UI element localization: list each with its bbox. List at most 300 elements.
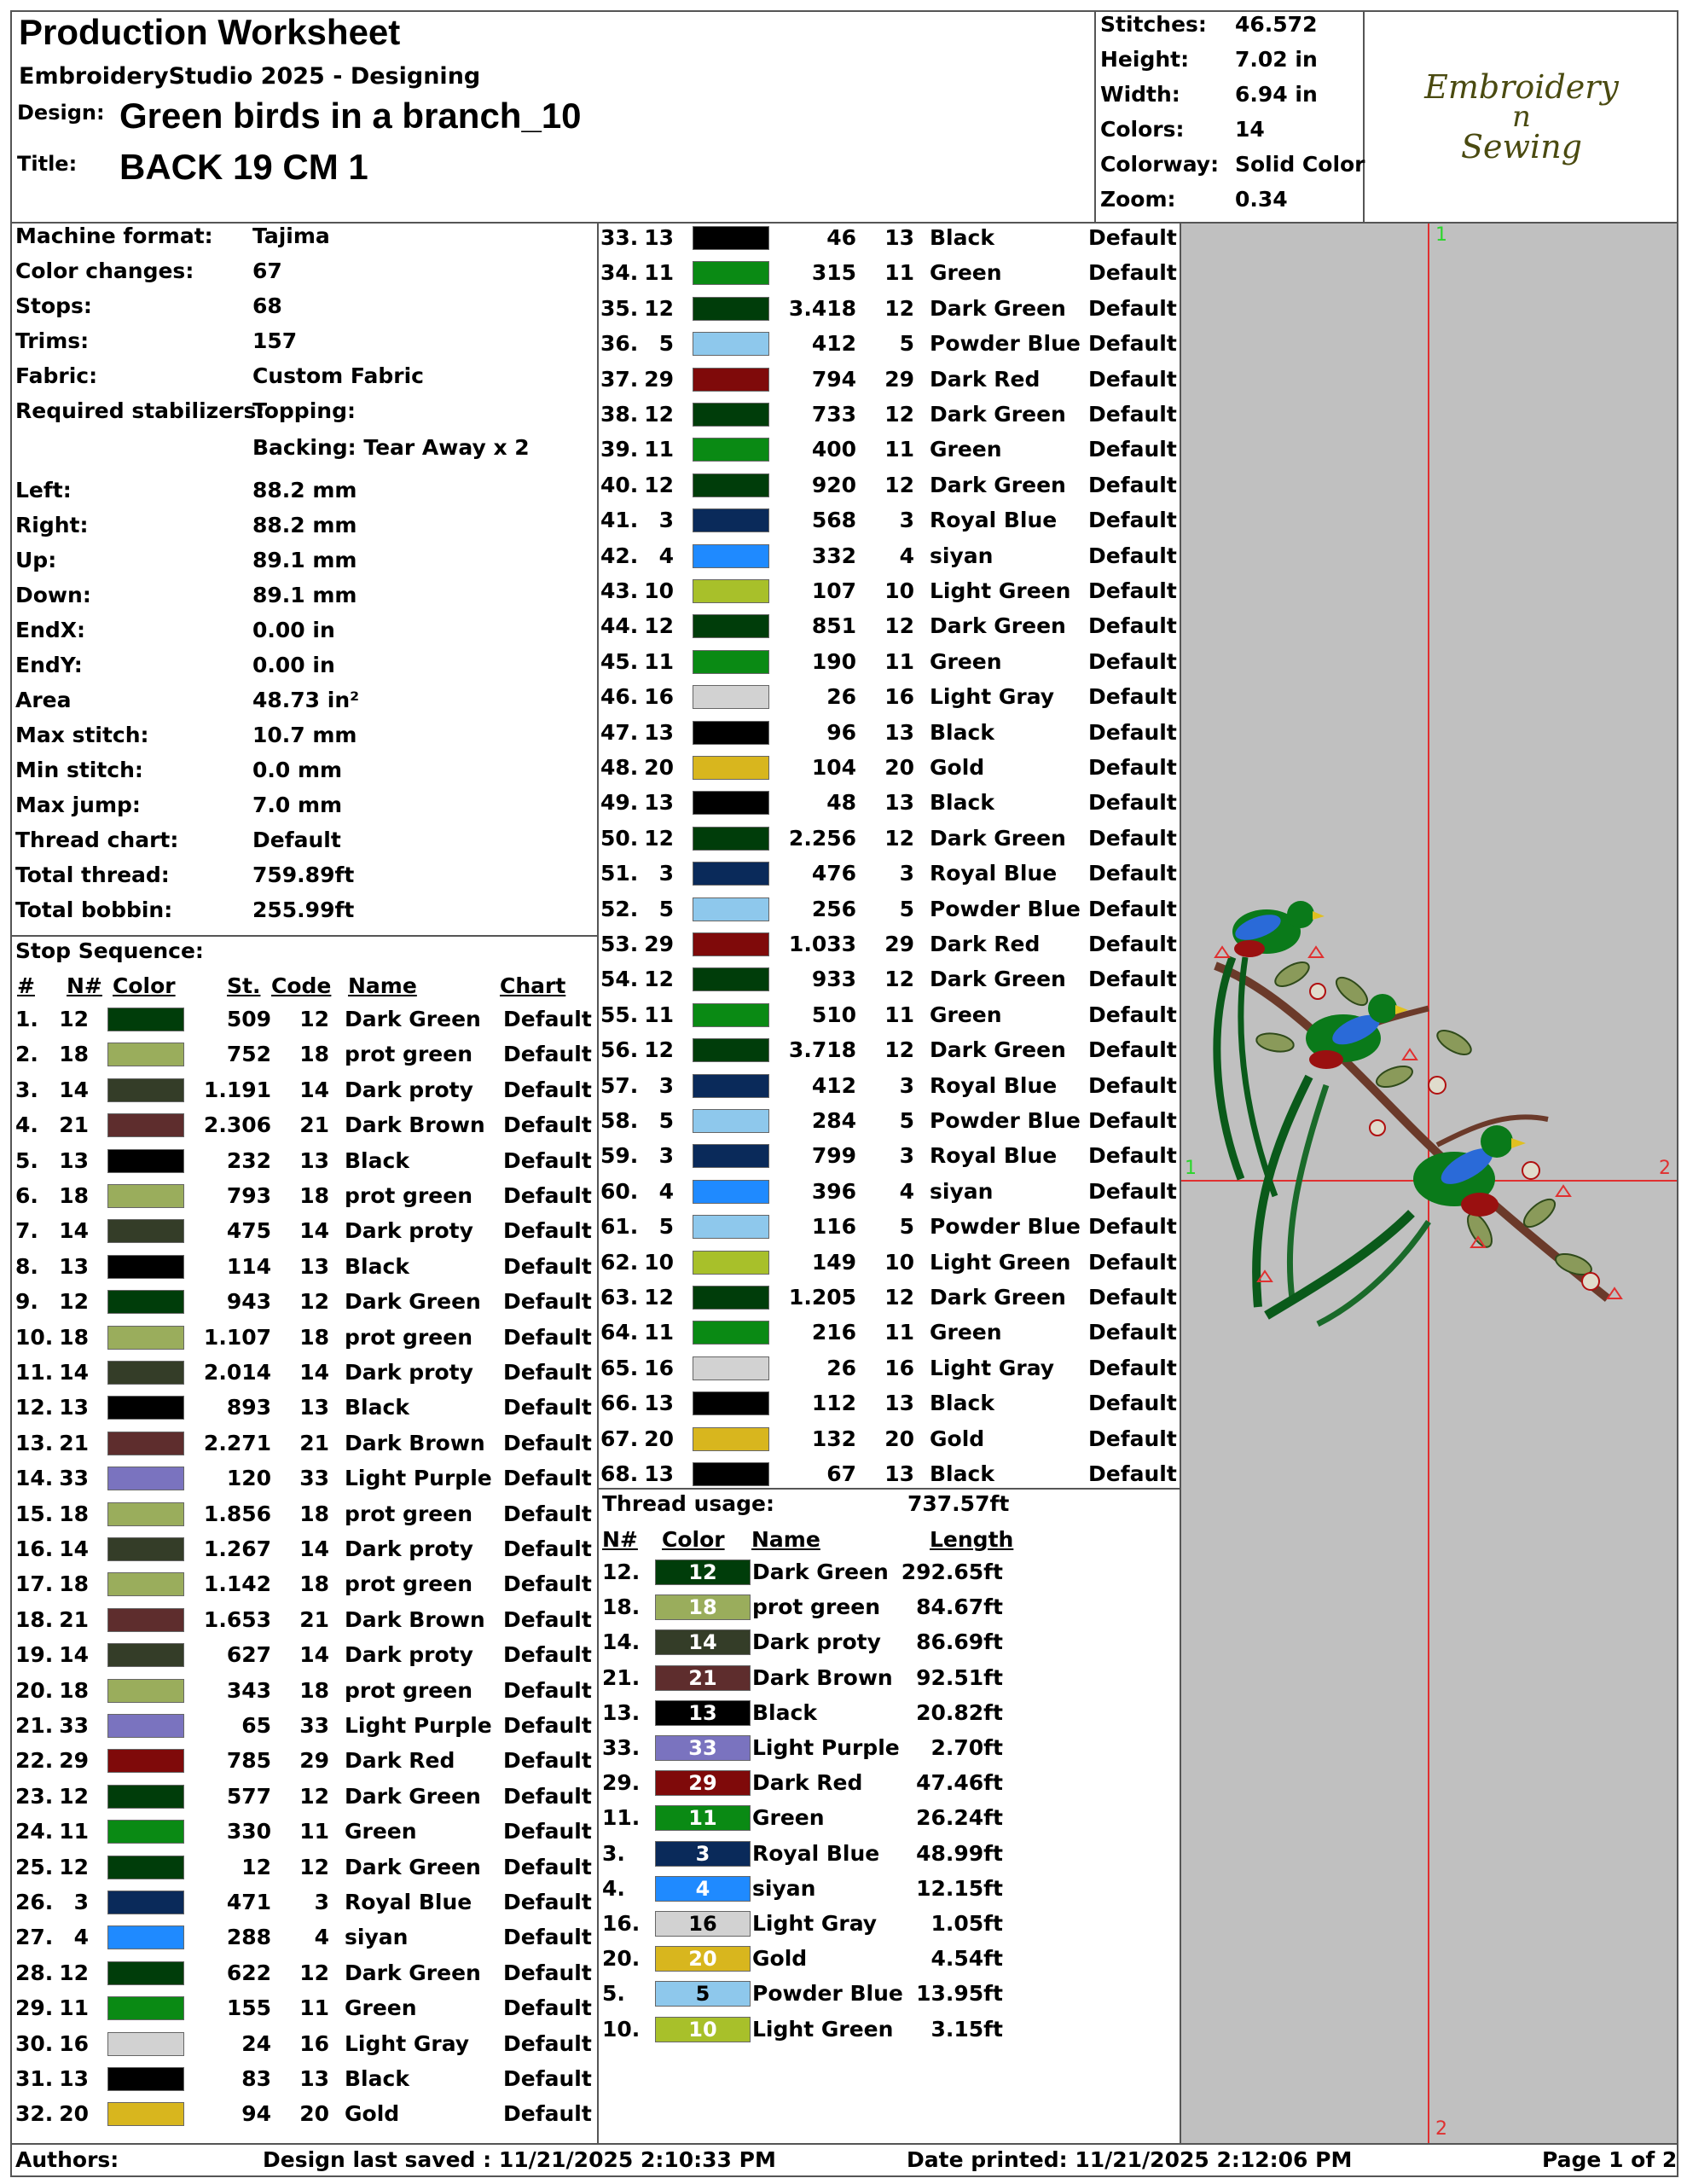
color-swatch [655, 1841, 751, 1867]
color-swatch [655, 1735, 751, 1761]
stop-index: 24. [15, 1819, 54, 1844]
stop-number: 12 [59, 1007, 89, 1031]
color-swatch [693, 932, 769, 956]
color-swatch [693, 261, 769, 285]
info-value: Default [252, 828, 341, 852]
stitch-count: 577 [226, 1783, 271, 1809]
thread-name: Light Green [930, 578, 1071, 603]
color-swatch [107, 1219, 184, 1243]
stitch-count: 851 [811, 613, 856, 639]
info-row [15, 618, 595, 647]
stitch-count: 933 [811, 967, 856, 992]
thread-chart: Default [1088, 260, 1177, 286]
tu-number: 10. [602, 2016, 641, 2042]
thread-chart: Default [503, 1360, 592, 1385]
stitch-count: 785 [226, 1748, 271, 1774]
color-swatch [693, 967, 769, 991]
thread-name: Black [930, 719, 994, 745]
stop-index: 34. [600, 260, 639, 286]
stop-marker [1215, 947, 1229, 957]
stop-row [600, 790, 1180, 819]
stop-marker [1608, 1288, 1621, 1298]
swatch-code: 14 [688, 1630, 717, 1655]
info-row [15, 723, 595, 752]
stitch-count: 83 [241, 2066, 271, 2091]
stitch-count: 622 [226, 1960, 271, 1985]
stop-index: 25. [15, 1854, 54, 1879]
thread-name: Royal Blue [930, 1072, 1058, 1098]
stop-number: 18 [59, 1183, 89, 1208]
stop-row [15, 2031, 595, 2060]
bird-2-belly [1309, 1050, 1343, 1069]
thread-name: Light Gray [930, 684, 1055, 710]
thread-code: 13 [299, 1253, 329, 1279]
stitch-count: 510 [811, 1002, 856, 1027]
info-label: Required stabilizers: [15, 398, 265, 423]
stop-number: 5 [658, 896, 674, 921]
stop-number: 14 [59, 1360, 89, 1385]
color-swatch [655, 1876, 751, 1902]
thread-chart: Default [1088, 896, 1177, 921]
stop-number: 12 [644, 402, 674, 427]
thread-chart: Default [1088, 437, 1177, 462]
info-label: Max stitch: [15, 723, 149, 747]
stop-index: 22. [15, 1748, 54, 1774]
stat-value: 6.94 in [1235, 82, 1318, 107]
thread-name: Dark Green [930, 825, 1066, 851]
thread-code: 3 [899, 1072, 914, 1098]
stop-number: 12 [644, 613, 674, 639]
info-value: Backing: Tear Away x 2 [252, 435, 530, 460]
thread-chart: Default [503, 1112, 592, 1138]
leaf [1520, 1194, 1560, 1232]
thread-code: 18 [299, 1042, 329, 1067]
info-value: 0.00 in [252, 653, 335, 677]
color-swatch [693, 1356, 769, 1380]
stitch-count: 412 [811, 331, 856, 357]
stop-index: 21. [15, 1713, 54, 1738]
thread-chart: Default [503, 1077, 592, 1102]
info-label: Down: [15, 583, 91, 607]
thread-chart: Default [503, 1536, 592, 1561]
thread-name: Dark Green [345, 1007, 481, 1031]
tu-name: Powder Blue [752, 1981, 903, 2007]
stitch-count: 332 [811, 543, 856, 568]
footer-saved: Design last saved : 11/21/2025 2:10:33 PM [263, 2147, 776, 2172]
stitch-count: 893 [226, 1395, 271, 1420]
thread-code: 3 [314, 1890, 329, 1914]
stitch-count: 1.205 [788, 1285, 856, 1310]
stop-row [15, 1395, 595, 1424]
thread-code: 14 [299, 1218, 329, 1244]
thread-usage-row [602, 1665, 1174, 1694]
thread-usage-row [602, 1735, 1174, 1764]
logo [1365, 10, 1678, 224]
stop-row [600, 260, 1180, 289]
stop-row [600, 508, 1180, 537]
stop-sequence-headers [15, 973, 595, 999]
stat-label: Width: [1100, 82, 1180, 107]
thread-chart: Default [503, 1819, 592, 1844]
stitch-count: 509 [226, 1007, 271, 1031]
bird-3-belly [1461, 1193, 1499, 1217]
thread-code: 33 [299, 1466, 329, 1491]
color-swatch [693, 756, 769, 780]
thread-chart: Default [503, 1854, 592, 1879]
thread-code: 11 [299, 1995, 329, 2021]
info-label: Left: [15, 478, 72, 502]
stat-value: 0.34 [1235, 187, 1288, 212]
stop-index: 4. [15, 1112, 38, 1138]
stop-number: 20 [644, 1426, 674, 1451]
stop-row [15, 2101, 595, 2130]
stop-index: 44. [600, 613, 639, 639]
thread-name: prot green [345, 1571, 472, 1597]
stitch-count: 568 [811, 508, 856, 533]
info-row [15, 435, 595, 464]
tu-col-color: Color [662, 1527, 725, 1552]
info-label: Fabric: [15, 363, 98, 388]
stop-index: 8. [15, 1253, 38, 1279]
stitch-count: 232 [226, 1147, 271, 1173]
stop-number: 3 [658, 861, 674, 886]
stitch-count: 112 [811, 1391, 856, 1416]
tu-number: 3. [602, 1840, 625, 1866]
color-swatch [107, 1749, 184, 1773]
stop-number: 4 [73, 1925, 89, 1950]
thread-chart: Default [1088, 861, 1177, 886]
thread-name: Green [345, 1819, 417, 1844]
footer-page: Page 1 of 2 [1542, 2147, 1678, 2172]
thread-chart: Default [503, 1748, 592, 1774]
tu-number: 29. [602, 1770, 641, 1796]
swatch-code: 12 [688, 1560, 717, 1584]
stop-sequence-rows [15, 1007, 597, 2141]
color-swatch [107, 1679, 184, 1703]
stitch-count: 400 [811, 437, 856, 462]
thread-name: Black [930, 790, 994, 816]
stop-row [15, 1007, 595, 1036]
info-row [15, 258, 595, 288]
thread-chart: Default [503, 1501, 592, 1526]
embroidery-artwork [1215, 901, 1621, 1324]
stop-index: 67. [600, 1426, 639, 1451]
thread-name: Dark Green [930, 472, 1066, 497]
thread-code: 13 [299, 2066, 329, 2091]
stat-row [1100, 187, 1356, 216]
flower [1582, 1273, 1599, 1290]
info-value: 88.2 mm [252, 513, 357, 537]
tu-length: 12.15ft [916, 1875, 1003, 1901]
stop-row [15, 1678, 595, 1707]
thread-name: prot green [345, 1183, 472, 1208]
stop-index: 11. [15, 1360, 54, 1385]
stop-row [600, 613, 1180, 642]
thread-code: 29 [884, 366, 914, 392]
stitch-count: 132 [811, 1426, 856, 1451]
stop-number: 29 [59, 1748, 89, 1774]
stitch-count: 1.653 [203, 1606, 271, 1632]
thread-usage-row [602, 1981, 1174, 2010]
thread-code: 33 [299, 1713, 329, 1738]
swatch-code: 4 [695, 1876, 710, 1901]
thread-name: prot green [345, 1042, 472, 1067]
thread-name: prot green [345, 1501, 472, 1526]
col-color: Color [113, 973, 176, 998]
tu-number: 13. [602, 1699, 641, 1725]
color-swatch [107, 1785, 184, 1809]
thread-name: Light Purple [345, 1466, 492, 1491]
thread-chart: Default [1088, 967, 1177, 992]
marker-bottom: 2 [1435, 2118, 1447, 2140]
thread-chart: Default [1088, 331, 1177, 357]
thread-code: 21 [299, 1430, 329, 1455]
page-title: Production Worksheet [19, 12, 401, 52]
thread-name: Dark Green [930, 613, 1066, 639]
thread-chart: Default [1088, 719, 1177, 745]
tu-name: Light Purple [752, 1735, 900, 1760]
color-swatch [693, 650, 769, 674]
info-list [15, 224, 595, 935]
color-swatch [655, 1770, 751, 1796]
stop-row [15, 1995, 595, 2024]
thread-chart: Default [503, 2030, 592, 2056]
tu-name: prot green [752, 1594, 880, 1620]
leaf [1434, 1025, 1475, 1059]
stitch-count: 114 [226, 1253, 271, 1279]
color-swatch [107, 1043, 184, 1066]
info-label: Stops: [15, 293, 92, 318]
color-swatch [693, 226, 769, 250]
thread-name: Dark Red [345, 1748, 455, 1774]
thread-usage-col-headers [602, 1527, 1174, 1553]
thread-chart: Default [1088, 402, 1177, 427]
swatch-code: 3 [695, 1841, 710, 1866]
stat-row [1100, 47, 1356, 76]
stop-row [15, 1289, 595, 1318]
stop-row [15, 1360, 595, 1389]
thread-name: Royal Blue [345, 1890, 472, 1914]
thread-name: Green [930, 1002, 1002, 1027]
stop-row [15, 1325, 595, 1354]
thread-code: 13 [299, 1147, 329, 1173]
swatch-code: 11 [688, 1806, 717, 1831]
stop-index: 29. [15, 1995, 54, 2021]
color-swatch [693, 579, 769, 603]
stop-index: 49. [600, 790, 639, 816]
color-swatch [655, 1911, 751, 1937]
stop-row [600, 1356, 1180, 1385]
stop-row [600, 367, 1180, 396]
tu-length: 92.51ft [916, 1664, 1003, 1690]
stop-row [600, 1426, 1180, 1455]
thread-name: Dark proty [345, 1077, 473, 1102]
stop-number: 11 [644, 437, 674, 462]
stop-number: 13 [59, 1395, 89, 1420]
thread-chart: Default [503, 1783, 592, 1809]
marker-left: 1 [1185, 1158, 1197, 1179]
thread-name: siyan [930, 543, 994, 568]
thread-code: 12 [884, 967, 914, 992]
stop-index: 53. [600, 932, 639, 956]
info-label: Total bobbin: [15, 897, 173, 922]
thread-chart: Default [503, 1183, 592, 1208]
stop-row [15, 1183, 595, 1212]
stop-row [15, 2066, 595, 2095]
color-swatch [693, 827, 769, 851]
stop-number: 18 [59, 1042, 89, 1067]
thread-chart: Default [1088, 790, 1177, 816]
thread-chart: Default [1088, 1355, 1177, 1380]
tu-number: 16. [602, 1911, 641, 1936]
stop-row [15, 1042, 595, 1071]
stop-marker [1557, 1186, 1570, 1196]
color-swatch [107, 1149, 184, 1173]
thread-code: 13 [884, 225, 914, 250]
stop-number: 11 [644, 1002, 674, 1027]
stop-index: 28. [15, 1960, 54, 1985]
thread-chart: Default [1088, 543, 1177, 568]
info-row [15, 688, 595, 717]
thread-chart: Default [503, 1395, 592, 1420]
thread-usage-row [602, 1841, 1174, 1870]
color-swatch [693, 438, 769, 462]
stop-index: 57. [600, 1072, 639, 1098]
stop-number: 14 [59, 1642, 89, 1668]
color-swatch [693, 791, 769, 815]
stop-row [600, 296, 1180, 325]
bird-2-head [1368, 994, 1397, 1023]
stitch-count: 256 [811, 896, 856, 921]
stitch-count: 116 [811, 1214, 856, 1240]
stop-row [15, 1571, 595, 1600]
stitch-count: 627 [226, 1642, 271, 1668]
thread-code: 10 [884, 578, 914, 603]
info-value: 68 [252, 293, 282, 318]
stop-row [15, 1784, 595, 1813]
thread-name: Royal Blue [930, 861, 1058, 886]
thread-name: Powder Blue [930, 1214, 1081, 1240]
thread-name: prot green [345, 1677, 472, 1703]
thread-usage-rows [602, 1560, 1174, 2071]
stitch-count: 733 [811, 402, 856, 427]
info-row [15, 583, 595, 612]
stats-box [1094, 10, 1096, 224]
stitch-count: 752 [226, 1042, 271, 1067]
thread-chart: Default [1088, 932, 1177, 956]
stop-row [600, 1143, 1180, 1172]
thread-chart: Default [503, 1925, 592, 1950]
color-swatch [693, 1003, 769, 1027]
info-row [15, 758, 595, 787]
stitch-count: 1.107 [203, 1324, 271, 1350]
thread-chart: Default [1088, 508, 1177, 533]
stop-row [15, 1855, 595, 1884]
thread-name: Dark Green [930, 1037, 1066, 1063]
stitch-count: 216 [811, 1320, 856, 1345]
thread-code: 14 [299, 1536, 329, 1561]
stop-number: 12 [644, 472, 674, 497]
thread-code: 29 [299, 1748, 329, 1774]
stop-index: 45. [600, 648, 639, 674]
stop-row [600, 755, 1180, 784]
stop-index: 37. [600, 366, 639, 392]
tu-length: 4.54ft [930, 1946, 1003, 1972]
info-row [15, 363, 595, 392]
swatch-code: 16 [688, 1912, 717, 1936]
thread-name: Dark Green [345, 1854, 481, 1879]
stop-number: 10 [644, 1249, 674, 1275]
stitch-count: 1.033 [788, 932, 856, 956]
marker-right: 2 [1659, 1158, 1671, 1179]
tu-length: 3.15ft [930, 2016, 1003, 2042]
thread-chart: Default [503, 1606, 592, 1632]
tu-length: 1.05ft [930, 1911, 1003, 1936]
stop-index: 27. [15, 1925, 54, 1950]
tu-name: Light Gray [752, 1911, 878, 1936]
thread-name: Light Gray [930, 1355, 1055, 1380]
stop-row [15, 1112, 595, 1141]
stitch-count: 2.306 [203, 1112, 271, 1138]
stop-index: 38. [600, 402, 639, 427]
thread-code: 3 [899, 1143, 914, 1169]
stop-index: 40. [600, 472, 639, 497]
tu-name: Gold [752, 1946, 808, 1972]
stitch-count: 46 [826, 225, 856, 250]
stat-row [1100, 117, 1356, 146]
stop-number: 3 [73, 1890, 89, 1914]
thread-chart: Default [503, 1007, 592, 1031]
col-code: Code [271, 973, 332, 998]
stitch-count: 94 [241, 2101, 271, 2127]
thread-usage-row [602, 1700, 1174, 1729]
stop-row [15, 1713, 595, 1742]
footer [10, 2143, 1678, 2177]
stop-number: 20 [644, 755, 674, 780]
thread-code: 5 [899, 896, 914, 921]
stop-number: 11 [644, 260, 674, 286]
bird-3-head [1481, 1125, 1513, 1158]
color-swatch [693, 1180, 769, 1204]
stop-number: 12 [59, 1289, 89, 1315]
thread-chart: Default [1088, 295, 1177, 321]
color-swatch [693, 544, 769, 568]
stop-number: 11 [59, 1819, 89, 1844]
info-value: 89.1 mm [252, 548, 357, 572]
stop-index: 51. [600, 861, 639, 886]
color-swatch [107, 2067, 184, 2091]
thread-chart: Default [1088, 1108, 1177, 1133]
color-swatch [107, 1961, 184, 1985]
stitch-count: 149 [811, 1249, 856, 1275]
stop-row [15, 1148, 595, 1177]
info-value: Custom Fabric [252, 363, 425, 388]
bird-1-belly [1234, 940, 1265, 957]
stop-number: 18 [59, 1677, 89, 1703]
thread-code: 12 [884, 295, 914, 321]
stop-index: 39. [600, 437, 639, 462]
info-value: 7.0 mm [252, 793, 343, 817]
thread-name: Dark Brown [345, 1606, 485, 1632]
stop-number: 21 [59, 1430, 89, 1455]
thread-chart: Default [1088, 1391, 1177, 1416]
stitch-count: 26 [826, 1355, 856, 1380]
thread-name: Black [345, 1253, 409, 1279]
info-value: 0.0 mm [252, 758, 343, 782]
info-row [15, 793, 595, 822]
info-value: 10.7 mm [252, 723, 357, 747]
thread-code: 18 [299, 1183, 329, 1208]
